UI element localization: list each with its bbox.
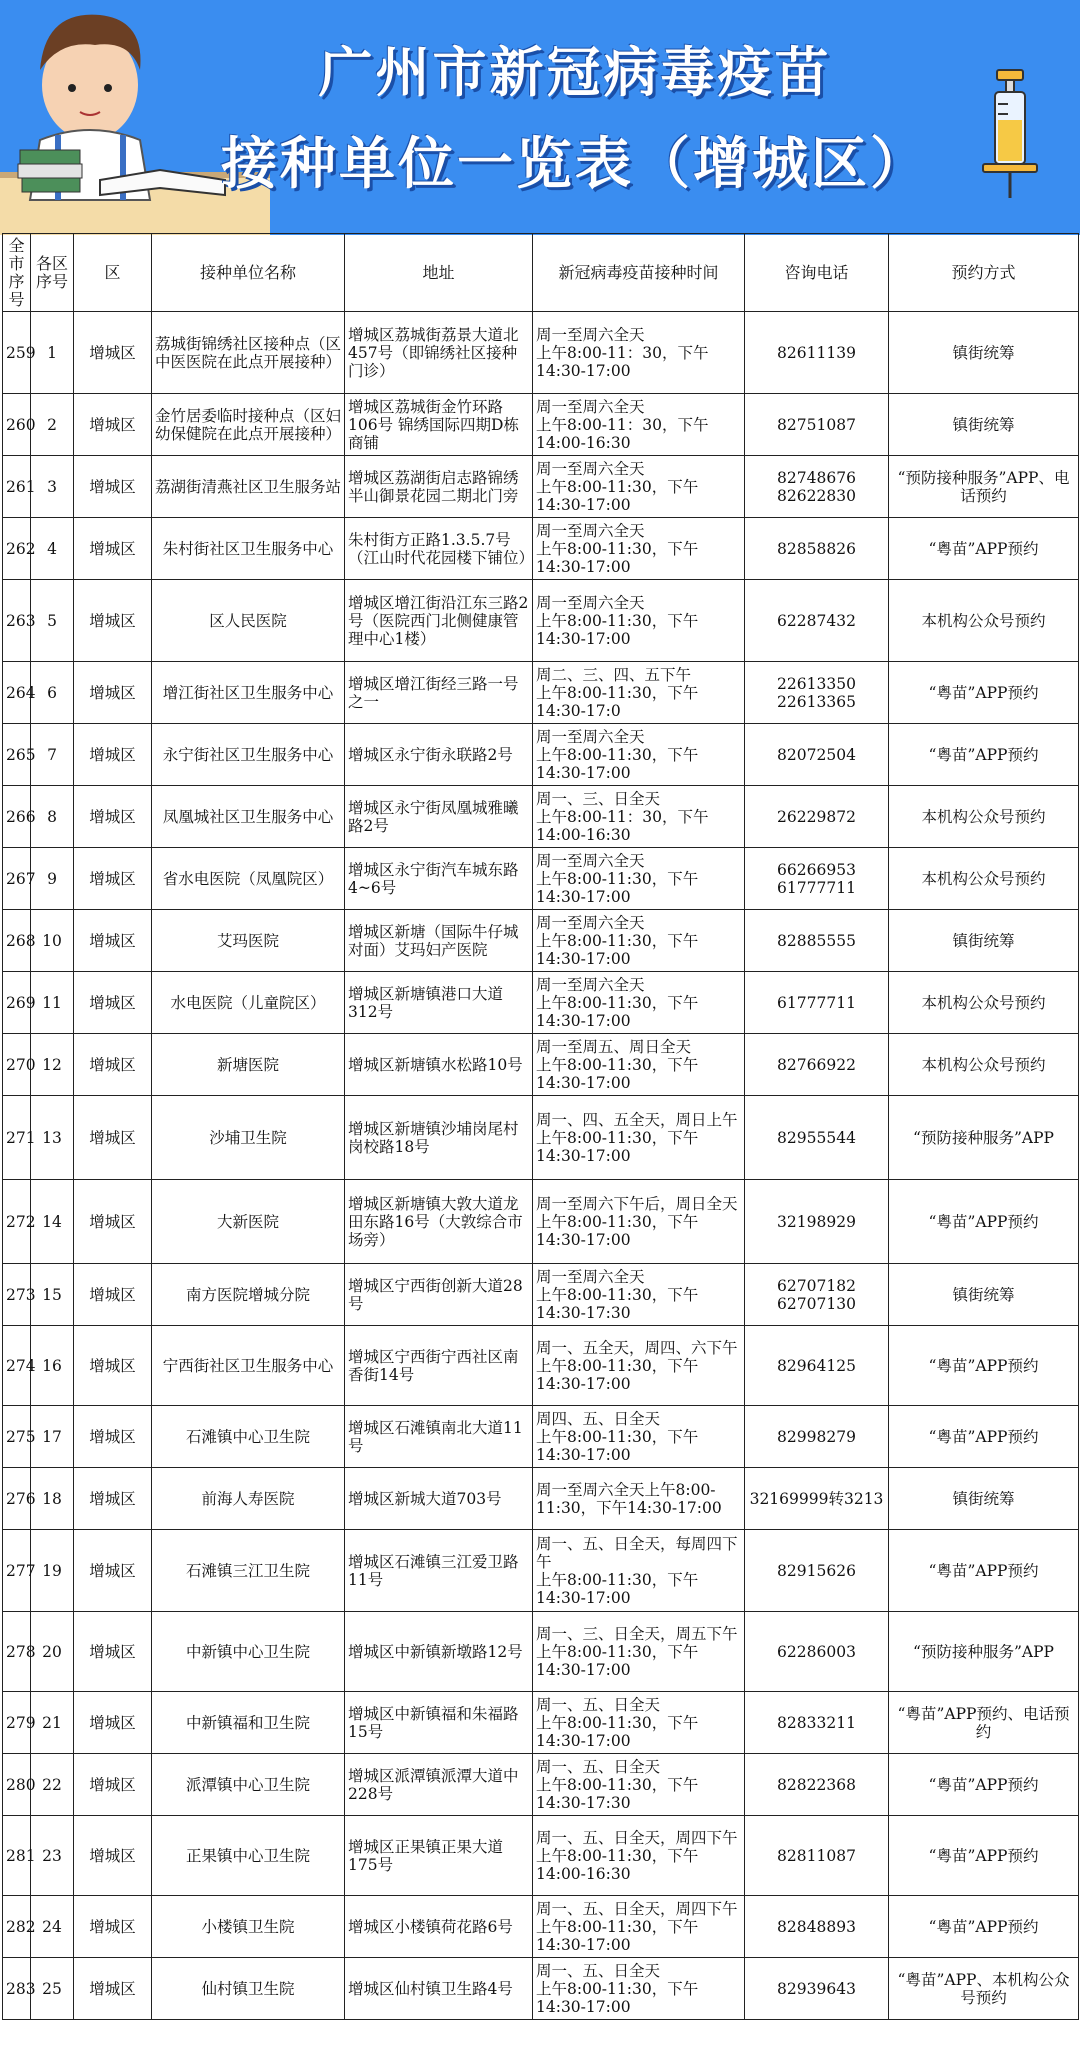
cell-booking: “粤苗”APP预约 (889, 1326, 1079, 1406)
table-row (3, 580, 1079, 662)
table-row (3, 1530, 1079, 1612)
cell-address: 朱村街方正路1.3.5.7号（江山时代花园楼下铺位） (345, 518, 533, 580)
cell-city-no: 274 (3, 1326, 31, 1406)
cell-district: 增城区 (74, 910, 152, 972)
cell-phone: 82811087 (745, 1816, 889, 1896)
table-row (3, 1816, 1079, 1896)
cell-district-no: 10 (31, 910, 74, 972)
cell-time: 周一至周六下午后，周日全天 上午8:00-11:30，下午14:30-17:00 (533, 1180, 745, 1264)
header-address: 地址 (345, 234, 533, 312)
cell-district: 增城区 (74, 1816, 152, 1896)
cell-city-no: 264 (3, 662, 31, 724)
header-district: 区 (74, 234, 152, 312)
cell-district-no: 8 (31, 786, 74, 848)
cell-site-name: 朱村街社区卫生服务中心 (152, 518, 345, 580)
cell-site-name: 小楼镇卫生院 (152, 1896, 345, 1958)
syringe-icon (975, 70, 1045, 200)
table-row (3, 518, 1079, 580)
cell-phone: 61777711 (745, 972, 889, 1034)
cell-district: 增城区 (74, 1034, 152, 1096)
cell-site-name: 荔城街锦绣社区接种点（区中医医院在此点开展接种） (152, 312, 345, 394)
table-row (3, 848, 1079, 910)
cell-district: 增城区 (74, 848, 152, 910)
cell-time: 周一至周六全天 上午8:00-11:30，下午14:30-17:30 (533, 1264, 745, 1326)
cell-address: 增城区新塘镇水松路10号 (345, 1034, 533, 1096)
cell-phone: 82848893 (745, 1896, 889, 1958)
cell-time: 周一至周六全天 上午8:00-11:30，下午14:30-17:00 (533, 580, 745, 662)
cell-phone: 62287432 (745, 580, 889, 662)
cell-time: 周一、五、日全天，周四下午 上午8:00-11:30，下午14:30-17:00 (533, 1896, 745, 1958)
cell-district-no: 14 (31, 1180, 74, 1264)
cell-city-no: 263 (3, 580, 31, 662)
cell-site-name: 中新镇中心卫生院 (152, 1612, 345, 1692)
cell-site-name: 石滩镇三江卫生院 (152, 1530, 345, 1612)
cell-booking: “粤苗”APP预约 (889, 724, 1079, 786)
cell-district-no: 1 (31, 312, 74, 394)
cell-address: 增城区荔湖街启志路锦绣半山御景花园二期北门旁 (345, 456, 533, 518)
table-row (3, 1034, 1079, 1096)
cell-site-name: 派潭镇中心卫生院 (152, 1754, 345, 1816)
header-phone: 咨询电话 (745, 234, 889, 312)
cell-district: 增城区 (74, 1958, 152, 2020)
cell-district: 增城区 (74, 394, 152, 456)
cell-phone: 32169999转3213 (745, 1468, 889, 1530)
table-row (3, 1896, 1079, 1958)
cell-site-name: 荔湖街清燕社区卫生服务站 (152, 456, 345, 518)
cell-district-no: 4 (31, 518, 74, 580)
cell-district: 增城区 (74, 1468, 152, 1530)
cell-phone: 82915626 (745, 1530, 889, 1612)
cell-site-name: 仙村镇卫生院 (152, 1958, 345, 2020)
cell-phone: 62707182 62707130 (745, 1264, 889, 1326)
cell-city-no: 261 (3, 456, 31, 518)
cell-time: 周四、五、日全天 上午8:00-11:30，下午14:30-17:00 (533, 1406, 745, 1468)
cell-time: 周一至周六全天 上午8:00-11:30，下午14:30-17:00 (533, 910, 745, 972)
table-row (3, 910, 1079, 972)
cell-district-no: 3 (31, 456, 74, 518)
header-banner (0, 0, 1080, 235)
cell-phone: 82822368 (745, 1754, 889, 1816)
cell-booking: “粤苗”APP预约 (889, 1896, 1079, 1958)
cell-city-no: 269 (3, 972, 31, 1034)
cell-booking: “粤苗”APP预约 (889, 1530, 1079, 1612)
cell-district: 增城区 (74, 1692, 152, 1754)
cell-address: 增城区永宁街汽车城东路4~6号 (345, 848, 533, 910)
cell-time: 周二、三、四、五下午 上午8:00-11:30，下午14:30-17:0 (533, 662, 745, 724)
cell-city-no: 271 (3, 1096, 31, 1180)
cell-city-no: 273 (3, 1264, 31, 1326)
cell-site-name: 新塘医院 (152, 1034, 345, 1096)
cell-booking: “预防接种服务”APP (889, 1612, 1079, 1692)
cell-district: 增城区 (74, 1180, 152, 1264)
cell-booking: 本机构公众号预约 (889, 1034, 1079, 1096)
cell-booking: 镇街统筹 (889, 1468, 1079, 1530)
cell-district-no: 21 (31, 1692, 74, 1754)
cell-city-no: 281 (3, 1816, 31, 1896)
cell-phone: 66266953 61777711 (745, 848, 889, 910)
cell-district: 增城区 (74, 1754, 152, 1816)
cell-city-no: 260 (3, 394, 31, 456)
cell-booking: 镇街统筹 (889, 1264, 1079, 1326)
table-row (3, 786, 1079, 848)
table-row (3, 1612, 1079, 1692)
cell-booking: 本机构公众号预约 (889, 972, 1079, 1034)
title-line-2: 接种单位一览表（增城区） (221, 132, 929, 197)
cell-booking: “粤苗”APP预约 (889, 662, 1079, 724)
cell-address: 增城区增江街经三路一号之一 (345, 662, 533, 724)
cell-district-no: 11 (31, 972, 74, 1034)
cell-city-no: 283 (3, 1958, 31, 2020)
cell-site-name: 艾玛医院 (152, 910, 345, 972)
header-site-name: 接种单位名称 (152, 234, 345, 312)
cell-address: 增城区宁西街创新大道28号 (345, 1264, 533, 1326)
cell-city-no: 275 (3, 1406, 31, 1468)
cell-booking: 镇街统筹 (889, 910, 1079, 972)
cell-district-no: 18 (31, 1468, 74, 1530)
cell-time: 周一至周五、周日全天 上午8:00-11:30，下午14:30-17:00 (533, 1034, 745, 1096)
table-row (3, 394, 1079, 456)
cell-site-name: 南方医院增城分院 (152, 1264, 345, 1326)
cell-district-no: 2 (31, 394, 74, 456)
cell-district-no: 23 (31, 1816, 74, 1896)
cell-booking: 本机构公众号预约 (889, 580, 1079, 662)
cell-address: 增城区新塘镇沙埔岗尾村岗校路18号 (345, 1096, 533, 1180)
cell-address: 增城区中新镇福和朱福路15号 (345, 1692, 533, 1754)
table-row (3, 1692, 1079, 1754)
cell-address: 增城区石滩镇三江爱卫路11号 (345, 1530, 533, 1612)
cell-booking: “粤苗”APP预约 (889, 518, 1079, 580)
cell-address: 增城区永宁街永联路2号 (345, 724, 533, 786)
cell-district-no: 6 (31, 662, 74, 724)
table-row (3, 972, 1079, 1034)
cell-booking: “粤苗”APP预约 (889, 1754, 1079, 1816)
table-row (3, 662, 1079, 724)
cell-address: 增城区正果镇正果大道175号 (345, 1816, 533, 1896)
cell-district-no: 20 (31, 1612, 74, 1692)
cell-district-no: 12 (31, 1034, 74, 1096)
header-city-no: 全市序号 (3, 234, 31, 312)
cell-phone: 82751087 (745, 394, 889, 456)
cell-address: 增城区新城大道703号 (345, 1468, 533, 1530)
cell-phone: 82858826 (745, 518, 889, 580)
cell-district: 增城区 (74, 456, 152, 518)
cell-district-no: 17 (31, 1406, 74, 1468)
cell-district-no: 15 (31, 1264, 74, 1326)
cell-address: 增城区宁西街宁西社区南香街14号 (345, 1326, 533, 1406)
cell-district: 增城区 (74, 1096, 152, 1180)
cell-site-name: 大新医院 (152, 1180, 345, 1264)
title-line-1: 广州市新冠病毒疫苗 (318, 41, 832, 104)
cell-site-name: 增江街社区卫生服务中心 (152, 662, 345, 724)
table-row (3, 1468, 1079, 1530)
table-row (3, 1264, 1079, 1326)
cell-city-no: 265 (3, 724, 31, 786)
table-row (3, 1180, 1079, 1264)
cell-time: 周一、四、五全天，周日上午 上午8:00-11:30，下午14:30-17:00 (533, 1096, 745, 1180)
cell-phone: 82955544 (745, 1096, 889, 1180)
cell-district: 增城区 (74, 786, 152, 848)
cell-site-name: 永宁街社区卫生服务中心 (152, 724, 345, 786)
cell-time: 周一至周六全天 上午8:00-11:30，下午14:30-17:00 (533, 972, 745, 1034)
cell-address: 增城区永宁街凤凰城雅曦路2号 (345, 786, 533, 848)
cell-site-name: 省水电医院（凤凰院区） (152, 848, 345, 910)
cell-booking: “粤苗”APP预约 (889, 1406, 1079, 1468)
cell-site-name: 区人民医院 (152, 580, 345, 662)
cell-time: 周一至周六全天 上午8:00-11:30，下午14:30-17:00 (533, 848, 745, 910)
cell-phone: 82611139 (745, 312, 889, 394)
cell-address: 增城区新塘镇港口大道312号 (345, 972, 533, 1034)
cell-site-name: 中新镇福和卫生院 (152, 1692, 345, 1754)
cell-city-no: 266 (3, 786, 31, 848)
table-row (3, 1406, 1079, 1468)
table-header-row (3, 234, 1079, 312)
cell-time: 周一至周六全天上午8:00-11:30，下午14:30-17:00 (533, 1468, 745, 1530)
cell-city-no: 262 (3, 518, 31, 580)
cell-district-no: 7 (31, 724, 74, 786)
cell-address: 增城区派潭镇派潭大道中228号 (345, 1754, 533, 1816)
header-district-no: 各区序号 (31, 234, 74, 312)
table-row (3, 724, 1079, 786)
cell-phone: 82072504 (745, 724, 889, 786)
cell-city-no: 276 (3, 1468, 31, 1530)
cell-district: 增城区 (74, 972, 152, 1034)
cell-site-name: 正果镇中心卫生院 (152, 1816, 345, 1896)
table-row (3, 1326, 1079, 1406)
cell-phone: 32198929 (745, 1180, 889, 1264)
cell-booking: “粤苗”APP预约 (889, 1816, 1079, 1896)
cell-booking: 本机构公众号预约 (889, 848, 1079, 910)
cell-time: 周一至周六全天 上午8:00-11:30，下午14:30-17:00 (533, 724, 745, 786)
cell-district: 增城区 (74, 1530, 152, 1612)
cell-district: 增城区 (74, 662, 152, 724)
cell-time: 周一、三、日全天 上午8:00-11：30，下午14:00-16:30 (533, 786, 745, 848)
table-row (3, 312, 1079, 394)
cell-time: 周一、五、日全天 上午8:00-11:30，下午14:30-17:00 (533, 1692, 745, 1754)
cell-district-no: 24 (31, 1896, 74, 1958)
cell-city-no: 268 (3, 910, 31, 972)
cell-address: 增城区石滩镇南北大道11号 (345, 1406, 533, 1468)
cell-phone: 82998279 (745, 1406, 889, 1468)
cell-district: 增城区 (74, 724, 152, 786)
cell-city-no: 267 (3, 848, 31, 910)
cell-booking: 本机构公众号预约 (889, 786, 1079, 848)
cell-site-name: 沙埔卫生院 (152, 1096, 345, 1180)
cell-district-no: 19 (31, 1530, 74, 1612)
table-row (3, 1754, 1079, 1816)
cell-phone: 62286003 (745, 1612, 889, 1692)
cell-time: 周一至周六全天 上午8:00-11:30，下午14:30-17:00 (533, 518, 745, 580)
cell-time: 周一至周六全天 上午8:00-11：30，下午14:30-17:00 (533, 312, 745, 394)
cell-city-no: 270 (3, 1034, 31, 1096)
cell-district: 增城区 (74, 1406, 152, 1468)
cell-time: 周一、三、日全天，周五下午 上午8:00-11:30，下午14:30-17:00 (533, 1612, 745, 1692)
cell-phone: 26229872 (745, 786, 889, 848)
cell-site-name: 水电医院（儿童院区） (152, 972, 345, 1034)
cell-district-no: 13 (31, 1096, 74, 1180)
cell-city-no: 282 (3, 1896, 31, 1958)
table-row (3, 1096, 1079, 1180)
cell-phone: 82833211 (745, 1692, 889, 1754)
cell-city-no: 277 (3, 1530, 31, 1612)
cell-district-no: 25 (31, 1958, 74, 2020)
cell-address: 增城区小楼镇荷花路6号 (345, 1896, 533, 1958)
cell-time: 周一至周六全天 上午8:00-11:30，下午14:30-17:00 (533, 456, 745, 518)
cell-booking: 镇街统筹 (889, 394, 1079, 456)
cell-district: 增城区 (74, 580, 152, 662)
cell-time: 周一至周六全天 上午8:00-11：30，下午14:00-16:30 (533, 394, 745, 456)
cell-booking: “预防接种服务”APP (889, 1096, 1079, 1180)
cell-site-name: 前海人寿医院 (152, 1468, 345, 1530)
cell-city-no: 278 (3, 1612, 31, 1692)
cell-district: 增城区 (74, 312, 152, 394)
cell-site-name: 凤凰城社区卫生服务中心 (152, 786, 345, 848)
cell-city-no: 272 (3, 1180, 31, 1264)
cell-district-no: 22 (31, 1754, 74, 1816)
cell-phone: 82766922 (745, 1034, 889, 1096)
cell-district-no: 9 (31, 848, 74, 910)
cell-booking: “粤苗”APP预约、电话预约 (889, 1692, 1079, 1754)
cell-booking: 镇街统筹 (889, 312, 1079, 394)
table-row (3, 1958, 1079, 2020)
cell-district-no: 16 (31, 1326, 74, 1406)
cell-phone: 82748676 82622830 (745, 456, 889, 518)
cell-site-name: 宁西街社区卫生服务中心 (152, 1326, 345, 1406)
cell-time: 周一、五、日全天 上午8:00-11:30，下午14:30-17:00 (533, 1958, 745, 2020)
cell-district: 增城区 (74, 1612, 152, 1692)
cell-address: 增城区新塘镇大敦大道龙田东路16号（大敦综合市场旁） (345, 1180, 533, 1264)
cell-address: 增城区中新镇新墩路12号 (345, 1612, 533, 1692)
cell-address: 增城区增江街沿江东三路2号（医院西门北侧健康管理中心1楼） (345, 580, 533, 662)
cell-address: 增城区荔城街金竹环路106号 锦绣国际四期D栋商铺 (345, 394, 533, 456)
cell-booking: “粤苗”APP预约 (889, 1180, 1079, 1264)
cell-phone: 82939643 (745, 1958, 889, 2020)
cell-address: 增城区荔城街荔景大道北457号（即锦绣社区接种门诊） (345, 312, 533, 394)
cell-time: 周一、五、日全天，周四下午 上午8:00-11:30，下午14:00-16:30 (533, 1816, 745, 1896)
cell-city-no: 279 (3, 1692, 31, 1754)
vaccination-site-table (2, 233, 1079, 2020)
table-row (3, 456, 1079, 518)
header-booking: 预约方式 (889, 234, 1079, 312)
cell-booking: “预防接种服务”APP、电话预约 (889, 456, 1079, 518)
cell-phone: 82964125 (745, 1326, 889, 1406)
cell-time: 周一、五、日全天，每周四下午 上午8:00-11:30，下午14:30-17:00 (533, 1530, 745, 1612)
cell-booking: “粤苗”APP、本机构公众号预约 (889, 1958, 1079, 2020)
cell-city-no: 259 (3, 312, 31, 394)
cell-city-no: 280 (3, 1754, 31, 1816)
cell-address: 增城区仙村镇卫生路4号 (345, 1958, 533, 2020)
cell-district: 增城区 (74, 518, 152, 580)
header-time: 新冠病毒疫苗接种时间 (533, 234, 745, 312)
cell-district: 增城区 (74, 1264, 152, 1326)
cell-district: 增城区 (74, 1896, 152, 1958)
cell-district-no: 5 (31, 580, 74, 662)
cell-address: 增城区新塘（国际牛仔城对面）艾玛妇产医院 (345, 910, 533, 972)
cell-time: 周一、五、日全天 上午8:00-11:30，下午14:30-17:30 (533, 1754, 745, 1816)
cell-phone: 82885555 (745, 910, 889, 972)
cell-time: 周一、五全天，周四、六下午 上午8:00-11:30，下午14:30-17:00 (533, 1326, 745, 1406)
cell-phone: 22613350 22613365 (745, 662, 889, 724)
cell-site-name: 石滩镇中心卫生院 (152, 1406, 345, 1468)
cell-district: 增城区 (74, 1326, 152, 1406)
cell-site-name: 金竹居委临时接种点（区妇幼保健院在此点开展接种） (152, 394, 345, 456)
